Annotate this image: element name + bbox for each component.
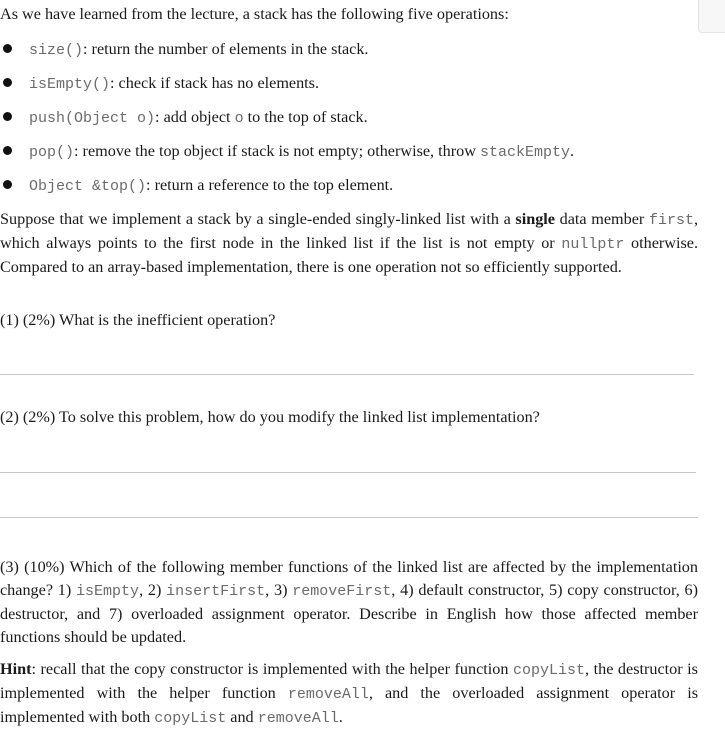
text-span: , the destructor is implemented with the helper function [0, 660, 698, 702]
answer-line[interactable] [0, 472, 696, 473]
text-span: , 4) default constructor, 5) copy constructor, 6) destructor, and 7) overloaded assignment operator. Describe in English how those affected member functions should be updated. [0, 581, 699, 646]
text-span: : recall that the copy constructor is implemented with the helper function [31, 660, 513, 678]
text-span: , which always points to the first node in the linked list if the list is not empty or [0, 210, 698, 252]
op-code: Object &top() [29, 178, 147, 195]
op-desc: : add object [155, 108, 235, 126]
inline-code: copyList [154, 710, 227, 727]
list-item [0, 72, 574, 106]
list-item [0, 140, 574, 174]
inline-code: copyList [513, 662, 586, 679]
list-item [0, 106, 574, 140]
hint-label: Hint [0, 660, 32, 678]
question-3 [0, 556, 698, 649]
text-span: data member [554, 210, 649, 228]
op-code: size() [29, 42, 84, 59]
op-code: push(Object o) [29, 110, 156, 127]
inline-code: removeAll [287, 686, 369, 703]
text-span: , 2) [139, 581, 167, 599]
text-span: and [226, 708, 258, 726]
bullet-icon [3, 44, 12, 53]
text-span: , and the overloaded assignment operator is implemented with both [0, 684, 698, 726]
problem-paragraph [0, 208, 698, 279]
inline-code: insertFirst [166, 583, 266, 600]
op-desc: : return the number of elements in the stack. [83, 40, 369, 58]
op-desc: : return a reference to the top element. [146, 176, 394, 194]
op-desc-code: stackEmpty [479, 144, 570, 161]
text-span: , 3) [265, 581, 293, 599]
op-desc: : check if stack has no elements. [110, 74, 320, 92]
hint-paragraph [0, 658, 698, 730]
bullet-icon [3, 112, 12, 121]
op-desc: . [569, 142, 575, 160]
scrollbar-corner[interactable] [698, 0, 725, 33]
op-desc: to the top of stack. [243, 108, 368, 126]
list-item [0, 38, 574, 72]
question-2: (2) (2%) To solve this problem, how do you modify the linked list implementation? [0, 408, 540, 426]
inline-code: removeFirst [292, 583, 392, 600]
op-desc: : remove the top object if stack is not empty; otherwise, throw [74, 142, 480, 160]
text-span: Suppose that we implement a stack by a single-ended singly-linked list with a [0, 210, 516, 228]
question-1: (1) (2%) What is the inefficient operation? [0, 311, 276, 329]
inline-code: removeAll [257, 710, 339, 727]
op-desc-code: o [234, 110, 244, 127]
text-span: otherwise. Compared to an array-based implementation, there is one operation not so efficiently supported. [0, 234, 698, 276]
inline-code: first [648, 212, 694, 229]
inline-code: nullptr [561, 236, 625, 253]
inline-code: isEmpty [76, 583, 140, 600]
answer-line[interactable] [0, 374, 694, 375]
text-span: (3) (10%) Which of the following member functions of the linked list are affected by the implementation change? 1) [0, 558, 698, 599]
text-span: . [338, 708, 343, 726]
bullet-icon [3, 180, 12, 189]
list-item [0, 174, 574, 208]
bold-text: single [515, 210, 555, 228]
operations-list [0, 38, 574, 208]
bullet-icon [3, 78, 12, 87]
op-code: pop() [29, 144, 75, 161]
bullet-icon [3, 146, 12, 155]
answer-line[interactable] [0, 517, 698, 518]
op-code: isEmpty() [29, 76, 111, 93]
intro-text: As we have learned from the lecture, a stack has the following five operations: [0, 5, 509, 23]
